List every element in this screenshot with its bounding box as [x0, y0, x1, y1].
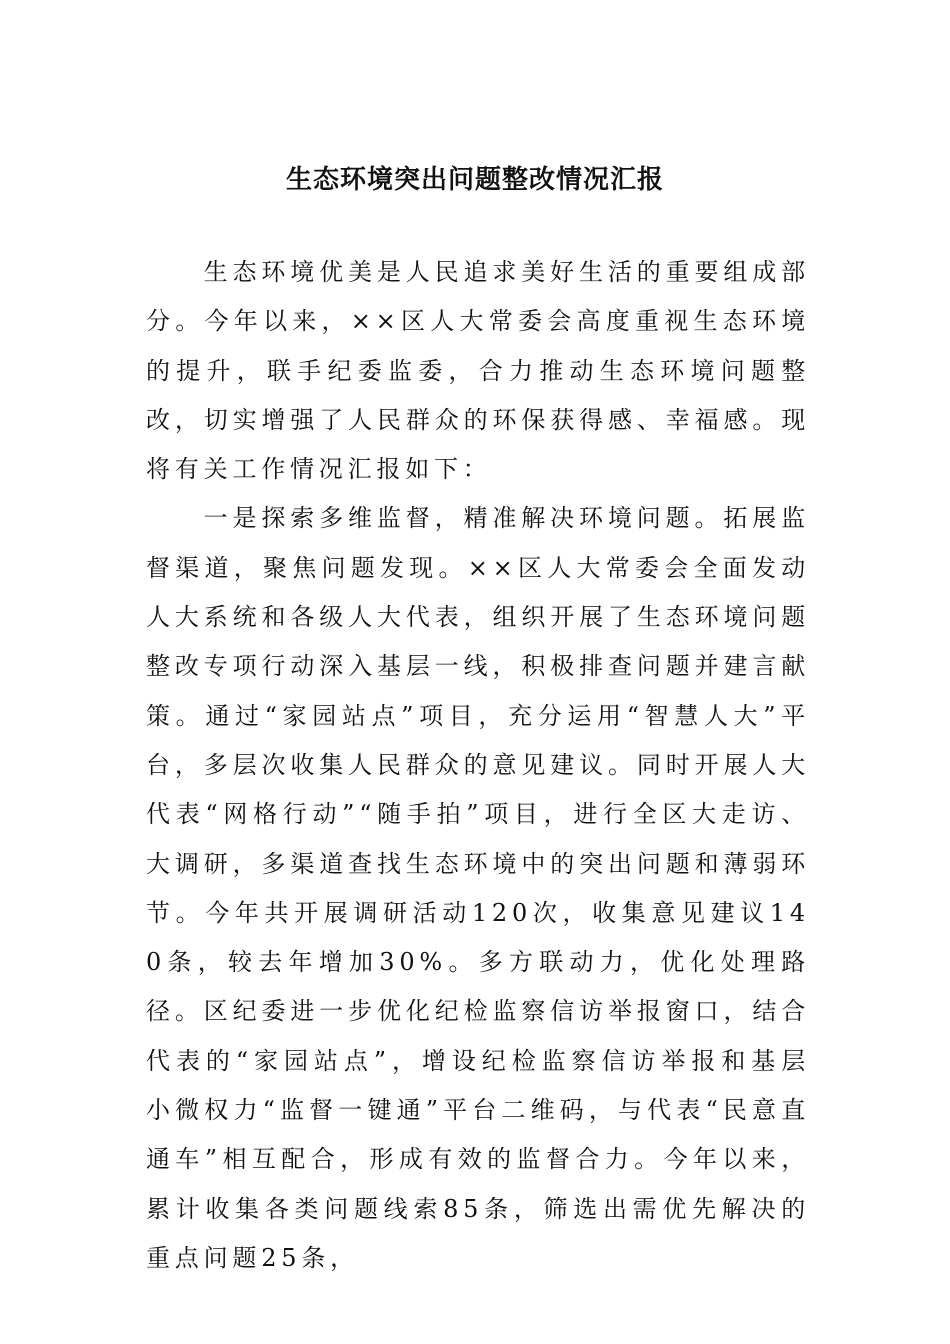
- document-title: 生态环境突出问题整改情况汇报: [285, 165, 664, 195]
- document-body: [146, 248, 810, 1283]
- paragraph-multi-supervision: 一是探索多维监督，精准解决环境问题。拓展监督渠道，聚焦问题发现。××区人大常委会全面发动人大系统和各级人大代表，组织开展了生态环境问题整改专项行动深入基层一线，积极排查问题并建言献策。通过“家园站点”项目，充分运用“智慧人大”平台，多层次收集人民群众的意见建议。同时开展人大代表“网格行动”“随手拍”项目，进行全区大走访、大调研，多渠道查找生态环境中的突出问题和薄弱环节。今年共开展调研活动120次，收集意见建议140条，较去年增加30%。多方联动力，优化处理路径。区纪委进一步优化纪检监察信访举报窗口，结合代表的“家园站点”，增设纪检监察信访举报和基层小微权力“监督一键通”平台二维码，与代表“民意直通车”相互配合，形成有效的监督合力。今年以来，累计收集各类问题线索85条，筛选出需优先解决的重点问题25条，: [146, 504, 810, 1272]
- paragraph-intro: 生态环境优美是人民追求美好生活的重要组成部分。今年以来，××区人大常委会高度重视生态环境的提升，联手纪委监委，合力推动生态环境问题整改，切实增强了人民群众的环保获得感、幸福感。现将有关工作情况汇报如下：: [146, 258, 810, 484]
